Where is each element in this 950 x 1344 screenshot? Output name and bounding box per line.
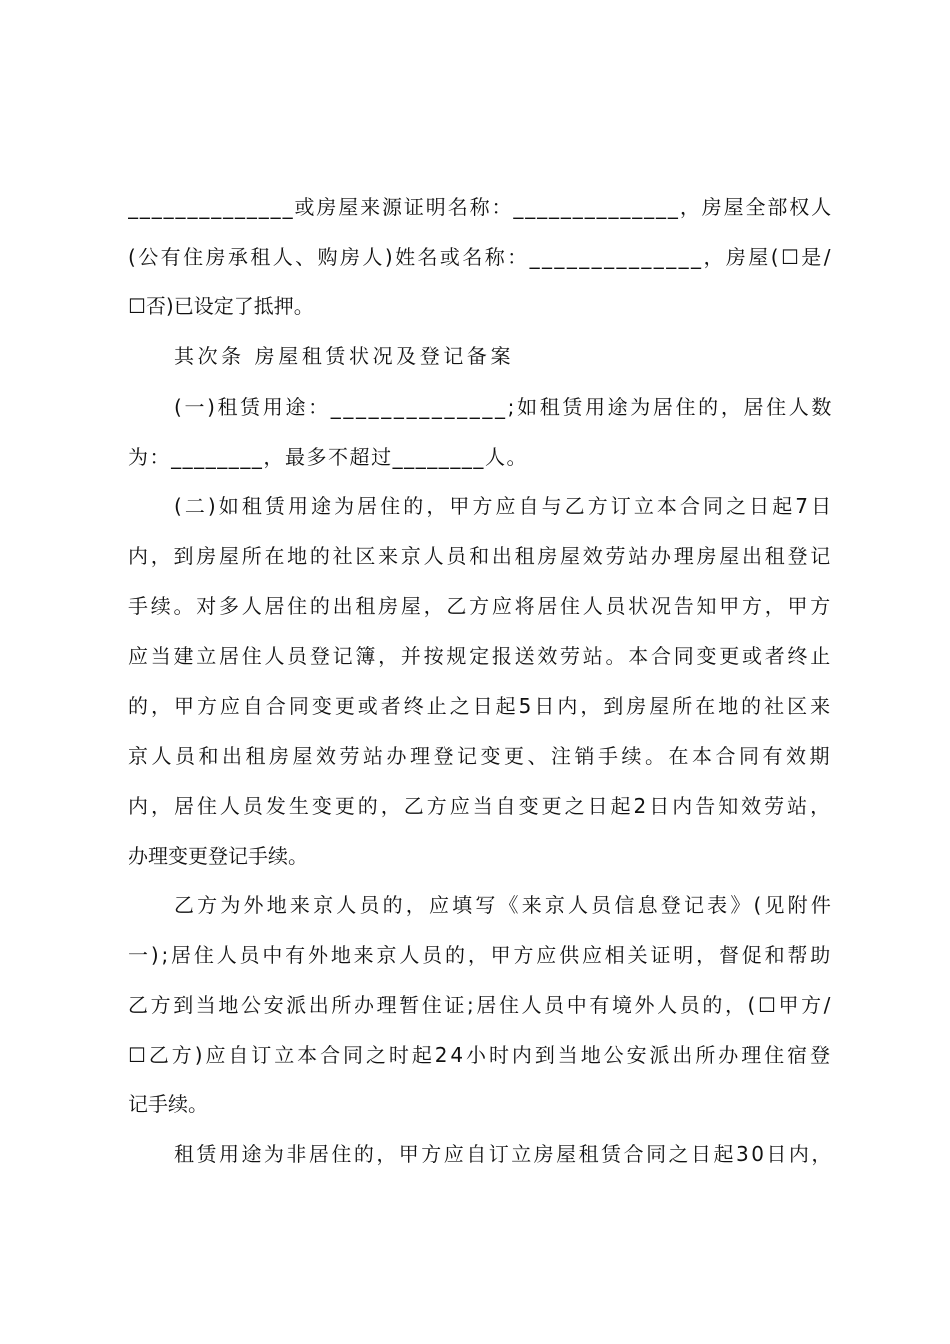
text-line: 办理变更登记手续。: [128, 844, 308, 868]
text-line: 乙方到当地公安派出所办理暂住证;居住人员中有境外人员的，(☐甲方/: [128, 993, 833, 1017]
section-heading: 其次条 房屋租赁状况及登记备案: [174, 344, 514, 368]
text-line: (二)如租赁用途为居住的，甲方应自与乙方订立本合同之日起7日: [174, 494, 834, 518]
text-line: 的，甲方应自合同变更或者终止之日起5日内，到房屋所在地的社区来: [128, 694, 833, 718]
text-line: 内，居住人员发生变更的，乙方应当自变更之日起2日内告知效劳站，: [128, 794, 833, 818]
text-line: ______________或房屋来源证明名称：______________，房屋全部权人: [128, 195, 833, 219]
text-line: 京人员和出租房屋效劳站办理登记变更、注销手续。在本合同有效期: [128, 744, 833, 768]
text-line: (公有住房承租人、购房人)姓名或名称：______________，房屋(☐是/: [128, 245, 833, 269]
text-line: 手续。对多人居住的出租房屋，乙方应将居住人员状况告知甲方，甲方: [128, 594, 833, 618]
text-line: 为：________，最多不超过________人。: [128, 445, 528, 469]
text-line: 应当建立居住人员登记簿，并按规定报送效劳站。本合同变更或者终止: [128, 644, 833, 668]
text-line: (一)租赁用途：______________;如租赁用途为居住的，居住人数: [174, 395, 834, 419]
text-line: 乙方为外地来京人员的，应填写《来京人员信息登记表》(见附件: [174, 893, 834, 917]
text-line: 租赁用途为非居住的，甲方应自订立房屋租赁合同之日起30日内，: [174, 1142, 834, 1166]
text-line: 记手续。: [128, 1092, 208, 1116]
text-line: 内，到房屋所在地的社区来京人员和出租房屋效劳站办理房屋出租登记: [128, 544, 833, 568]
text-line: 一);居住人员中有外地来京人员的，甲方应供应相关证明，督促和帮助: [128, 943, 833, 967]
text-line: ☐否)已设定了抵押。: [128, 294, 314, 318]
text-line: ☐乙方)应自订立本合同之时起24小时内到当地公安派出所办理住宿登: [128, 1043, 833, 1067]
